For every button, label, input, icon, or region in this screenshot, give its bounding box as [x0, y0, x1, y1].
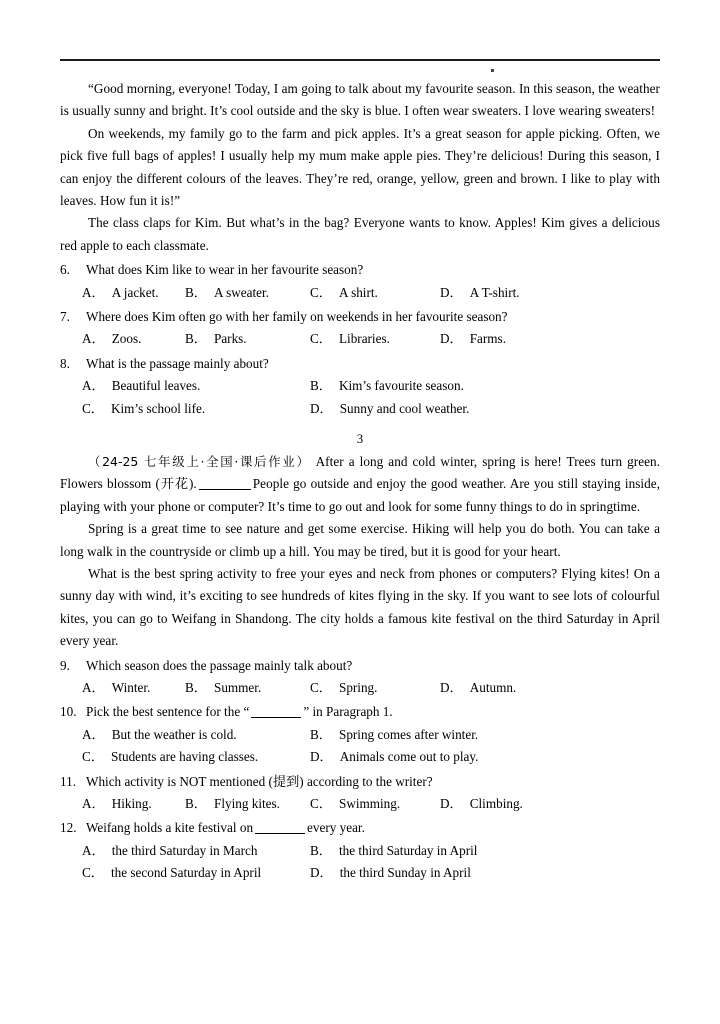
passage-two-paragraph-3: What is the best spring activity to free your eyes and neck from phones or computers? Flying kites! On a sunny day with wind, it’s exciting to see hundreds of kites flying in the sky. If you want to see lots of colourful kites, you can go to Weifang in Shandong. The city holds a famous kite festival on the third Saturday in April every year. [60, 566, 660, 649]
question-6-stem-row [60, 259, 660, 281]
question-11-option-d[interactable] [440, 793, 523, 815]
passage-two-source-tag: （24-25 七年级上·全国·课后作业） [88, 454, 311, 470]
option-text: Animals come out to play. [339, 749, 479, 765]
option-text: Hiking. [111, 796, 152, 812]
option-letter: A． [82, 680, 105, 696]
question-11-option-b[interactable] [185, 793, 280, 815]
option-letter: B． [310, 378, 332, 394]
option-text: Swimming. [338, 796, 401, 812]
option-text: A shirt. [338, 284, 378, 300]
option-letter: B． [185, 796, 207, 812]
passage-two-paragraph-1 [60, 451, 660, 518]
question-12-stem [86, 817, 660, 839]
header-dot-mark [491, 69, 494, 72]
question-7-option-b[interactable] [185, 328, 247, 350]
question-11-number: 11. [60, 773, 76, 789]
question-12-option-a[interactable] [82, 840, 257, 862]
question-10-inline-blank [251, 717, 301, 718]
question-8-option-b[interactable] [310, 375, 464, 397]
question-7-option-d[interactable] [440, 328, 506, 350]
option-letter: A． [82, 796, 105, 812]
question-10-stem-part2: ” in Paragraph 1. [303, 704, 393, 720]
option-letter: B． [185, 284, 207, 300]
question-8-stem: What is the passage mainly about? [86, 355, 269, 371]
option-letter: C． [82, 749, 104, 765]
option-letter: B． [185, 331, 207, 347]
option-text: But the weather is cold. [111, 726, 237, 742]
question-9-option-b[interactable] [185, 677, 261, 699]
option-letter: C． [310, 680, 332, 696]
question-9-option-c[interactable] [310, 677, 377, 699]
header-divider-rule [60, 59, 660, 61]
question-12-option-d[interactable] [310, 862, 471, 884]
passage-two-paragraph-1-part1: After a long and cold winter, spring is here! Trees turn green. Flowers blossom (开花). [60, 454, 660, 492]
question-8 [60, 353, 660, 420]
question-6-option-c[interactable] [310, 282, 378, 304]
question-10-options-row-1 [60, 724, 660, 746]
question-7-option-c[interactable] [310, 328, 390, 350]
question-11-stem: Which activity is NOT mentioned (提到) according to the writer? [86, 773, 433, 789]
question-12-stem-part2: every year. [307, 820, 365, 836]
option-letter: C． [310, 284, 332, 300]
option-text: the third Saturday in April [338, 842, 478, 858]
passage-one-paragraph-1: “Good morning, everyone! Today, I am going to talk about my favourite season. In this season, the weather is usually sunny and bright. It’s cool outside and the sky is blue. I often wear sweaters. I love wearing sweaters! [60, 81, 660, 119]
question-6-option-a[interactable] [82, 282, 159, 304]
question-7 [60, 306, 660, 351]
passage-one-paragraph-3: The class claps for Kim. But what’s in the bag? Everyone wants to know. Apples! Kim gives a delicious red apple to each classmate. [60, 215, 660, 253]
question-7-stem-row [60, 306, 660, 328]
question-6-options [60, 282, 660, 304]
option-text: Kim’s favourite season. [338, 378, 464, 394]
question-11-stem-row [60, 771, 660, 793]
question-10 [60, 701, 660, 768]
question-8-option-a[interactable] [82, 375, 200, 397]
option-letter: C． [310, 796, 332, 812]
question-12-stem-row [60, 817, 660, 839]
option-letter: D． [440, 680, 463, 696]
question-10-option-c[interactable] [82, 746, 258, 768]
question-6 [60, 259, 660, 304]
question-10-option-b[interactable] [310, 724, 478, 746]
question-10-number: 10. [60, 704, 77, 720]
question-7-options [60, 328, 660, 350]
option-text: A sweater. [213, 284, 269, 300]
question-9-option-a[interactable] [82, 677, 150, 699]
option-text: Farms. [469, 331, 506, 347]
option-letter: D． [440, 284, 463, 300]
option-letter: D． [310, 400, 333, 416]
option-text: Zoos. [111, 331, 142, 347]
option-letter: A． [82, 331, 105, 347]
option-letter: D． [310, 749, 333, 765]
question-10-stem [86, 701, 660, 723]
question-12-options-row-2 [60, 862, 660, 884]
option-letter: B． [185, 680, 207, 696]
option-letter: C． [310, 331, 332, 347]
option-letter: A． [82, 726, 105, 742]
option-text: the third Saturday in March [111, 842, 258, 858]
question-9-stem: Which season does the passage mainly talk about? [86, 657, 353, 673]
question-6-number: 6. [60, 262, 70, 278]
question-7-number: 7. [60, 309, 70, 325]
question-6-stem: What does Kim like to wear in her favourite season? [86, 262, 364, 278]
question-8-option-d[interactable] [310, 398, 469, 420]
question-10-options-row-2 [60, 746, 660, 768]
option-text: the third Sunday in April [339, 865, 471, 881]
question-8-options-row-2 [60, 398, 660, 420]
question-12-options-row-1 [60, 840, 660, 862]
option-text: Spring comes after winter. [338, 726, 479, 742]
question-7-option-a[interactable] [82, 328, 141, 350]
option-text: Spring. [338, 680, 378, 696]
option-letter: D． [310, 865, 333, 881]
question-10-stem-part1: Pick the best sentence for the “ [86, 704, 250, 720]
option-text: Autumn. [469, 680, 517, 696]
option-text: A jacket. [111, 284, 159, 300]
question-9-number: 9. [60, 657, 70, 673]
question-12-inline-blank [255, 833, 305, 834]
question-11-option-c[interactable] [310, 793, 400, 815]
option-text: Flying kites. [213, 796, 280, 812]
question-12-number: 12. [60, 820, 77, 836]
option-text: Climbing. [469, 796, 523, 812]
question-9-option-d[interactable] [440, 677, 516, 699]
option-letter: A． [82, 842, 105, 858]
question-10-option-a[interactable] [82, 724, 237, 746]
option-letter: D． [440, 796, 463, 812]
question-12 [60, 817, 660, 884]
passage-two-paragraph-2: Spring is a great time to see nature and get some exercise. Hiking will help you do both. You can take a long walk in the countryside or climb up a hill. You may be tired, but it is good for your heart. [60, 521, 660, 559]
option-text: Libraries. [338, 331, 390, 347]
passage-two-inline-blank [199, 489, 251, 490]
option-text: Winter. [111, 680, 151, 696]
question-12-option-c[interactable] [82, 862, 261, 884]
question-7-stem: Where does Kim often go with her family on weekends in her favourite season? [86, 309, 508, 325]
question-8-stem-row [60, 353, 660, 375]
option-letter: C． [82, 400, 104, 416]
question-8-options-row-1 [60, 375, 660, 397]
question-8-option-c[interactable] [82, 398, 205, 420]
question-11 [60, 771, 660, 816]
question-12-option-b[interactable] [310, 840, 477, 862]
option-letter: C． [82, 865, 104, 881]
question-10-stem-row [60, 701, 660, 723]
question-9-stem-row [60, 655, 660, 677]
option-letter: B． [310, 842, 332, 858]
option-text: the second Saturday in April [110, 865, 262, 881]
question-6-option-d[interactable] [440, 282, 520, 304]
question-6-option-b[interactable] [185, 282, 269, 304]
option-text: Kim’s school life. [110, 400, 206, 416]
page-number: 3 [356, 432, 364, 447]
question-9-options [60, 677, 660, 699]
question-11-option-a[interactable] [82, 793, 152, 815]
option-text: Beautiful leaves. [111, 378, 201, 394]
option-text: A T-shirt. [469, 284, 520, 300]
option-letter: A． [82, 378, 105, 394]
page-content [60, 78, 660, 885]
option-letter: D． [440, 331, 463, 347]
option-letter: A． [82, 284, 105, 300]
question-10-option-d[interactable] [310, 746, 478, 768]
passage-two-paragraph-1-part2: People go outside and enjoy the good weather. Are you still staying inside, playing with your phone or computer? It’s time to go out and look for some funny things to do in springtime. [60, 476, 660, 514]
option-text: Parks. [213, 331, 247, 347]
option-text: Summer. [213, 680, 262, 696]
question-12-stem-part1: Weifang holds a kite festival on [86, 820, 254, 836]
option-text: Students are having classes. [110, 749, 259, 765]
option-text: Sunny and cool weather. [339, 400, 470, 416]
question-11-options [60, 793, 660, 815]
passage-one-paragraph-2: On weekends, my family go to the farm and pick apples. It’s a great season for apple picking. Often, we pick five full bags of apples! I usually help my mum make apple pies. They’re delicious! During this season, I can enjoy the different colours of the leaves. They’re red, orange, yellow, green and brown. I like to play with leaves. How fun it is!” [60, 125, 660, 209]
question-8-number: 8. [60, 355, 70, 371]
option-letter: B． [310, 726, 332, 742]
question-9 [60, 655, 660, 700]
